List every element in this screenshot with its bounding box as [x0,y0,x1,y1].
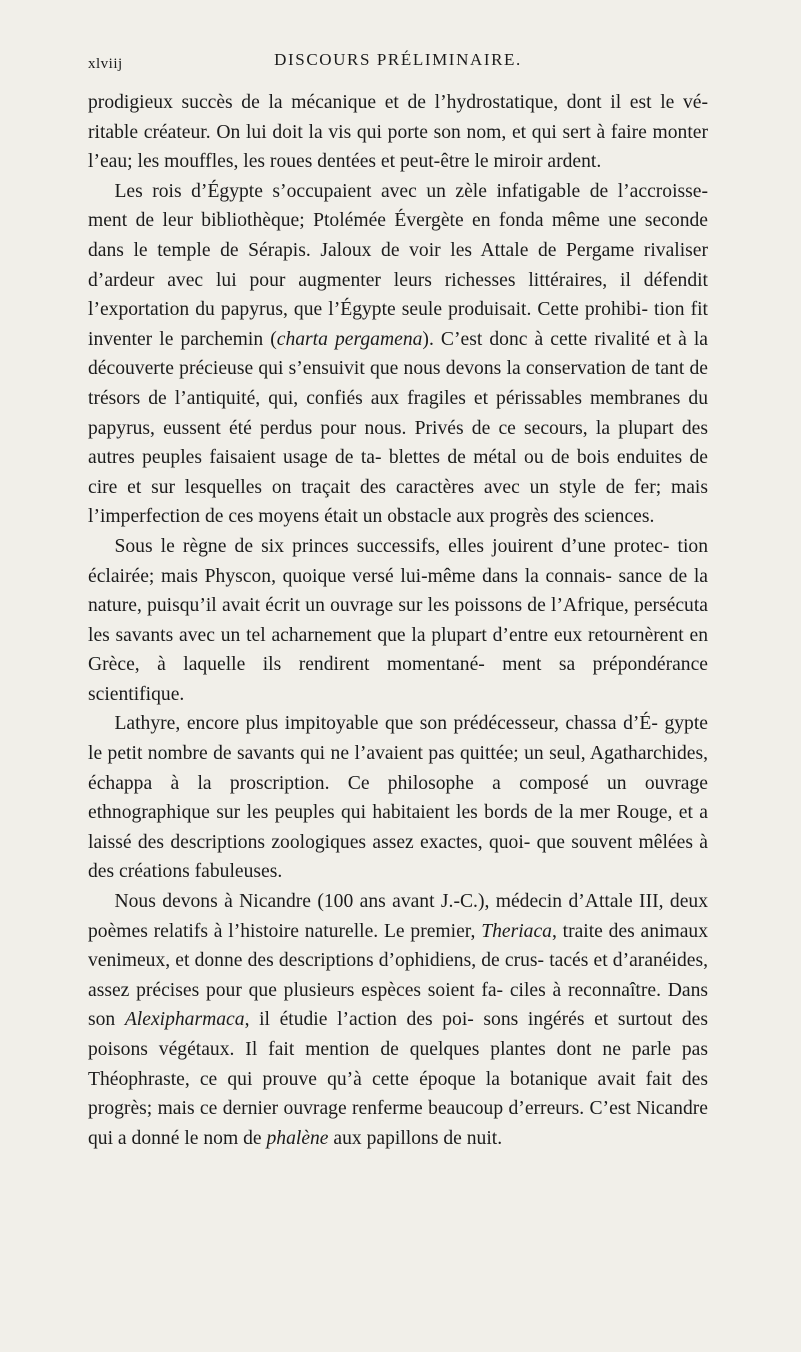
italic-term: Theriaca [481,920,552,942]
body-text [88,88,708,1153]
paragraph-4: Lathyre, encore plus impitoyable que son prédécesseur, chassa d’É- gypte le petit nombre de savants qui ne l’avaient pas quittée; un seul, Agatharchides, échappa à la proscription. Ce philosophe a composé un ouvrage ethnographique sur les peuples qui habitaient les bords de la mer Rouge, et a laissé des descriptions zoologiques assez exactes, quoi- que souvent mêlées à des créations fabuleuses. [88,713,708,883]
paragraph-5: Nous devons à Nicandre (100 ans avant J.-C.), médecin d’Attale III, deux poèmes relatifs à l’histoire naturelle. Le premier, Theriaca, traite des animaux venimeux, et donne des descriptions d’ophidiens, de crus- tacés et d’aranéides, assez précises pour que plusieurs espèces soient fa- ciles à reconnaître. Dans son Alexipharmaca, il étudie l’action des poi- sons ingérés et surtout des poisons végétaux. Il fait mention de quelques plantes dont ne parle pas Théophraste, ce qui prouve qu’à cette époque la botanique avait fait des progrès; mais ce dernier ouvrage renferme beaucoup d’erreurs. C’est Nicandre qui a donné le nom de phalène aux papillons de nuit. [88,891,709,1149]
paragraph-3: Sous le règne de six princes successifs, elles jouirent d’une protec- tion éclairée; mais Physcon, quoique versé lui-même dans la connais- sance de la nature, puisqu’il avait écrit un ouvrage sur les poissons de l’Afrique, persécuta les savants avec un tel acharnement que la plupart d’entre eux retournèrent en Grèce, à laquelle ils rendirent momentané- ment sa prépondérance scientifique. [88,535,708,705]
paragraph-2: Les rois d’Égypte s’occupaient avec un zèle infatigable de l’accroisse- ment de leur bibliothèque; Ptolémée Évergète en fonda même une seconde dans le temple de Sérapis. Jaloux de voir les Attale de Pergame rivaliser d’ardeur avec lui pour augmenter leurs richesses littéraires, il défendit l’exportation du papyrus, que l’Égypte seule produisait. Cette prohibi- tion fit inventer le parchemin (charta pergamena). C’est donc à cette rivalité et à la découverte précieuse qui s’ensuivit que nous devons la conservation de tant de trésors de l’antiquité, qui, confiés aux fragiles et périssables membranes du papyrus, eussent été perdus pour nous. Privés de ce secours, la plupart des autres peuples faisaient usage de ta- blettes de métal ou de bois enduites de cire et sur lesquelles on traçait des caractères avec un style de fer; mais l’imperfection de ces moyens était un obstacle aux progrès des sciences. [88,180,708,528]
running-title: DISCOURS PRÉLIMINAIRE. [274,50,522,69]
italic-term: charta pergamena [276,328,423,350]
italic-term: Alexipharmaca [124,1009,245,1031]
paragraph-1: prodigieux succès de la mécanique et de l’hydrostatique, dont il est le vé- ritable créateur. On lui doit la vis qui porte son nom, et qui sert à faire monter l’eau; les mouffles, les roues dentées et peut-être le miroir ardent. [88,92,708,173]
page-header [88,50,708,76]
page-number: xlviij [88,56,123,72]
italic-term: phalène [266,1127,329,1149]
